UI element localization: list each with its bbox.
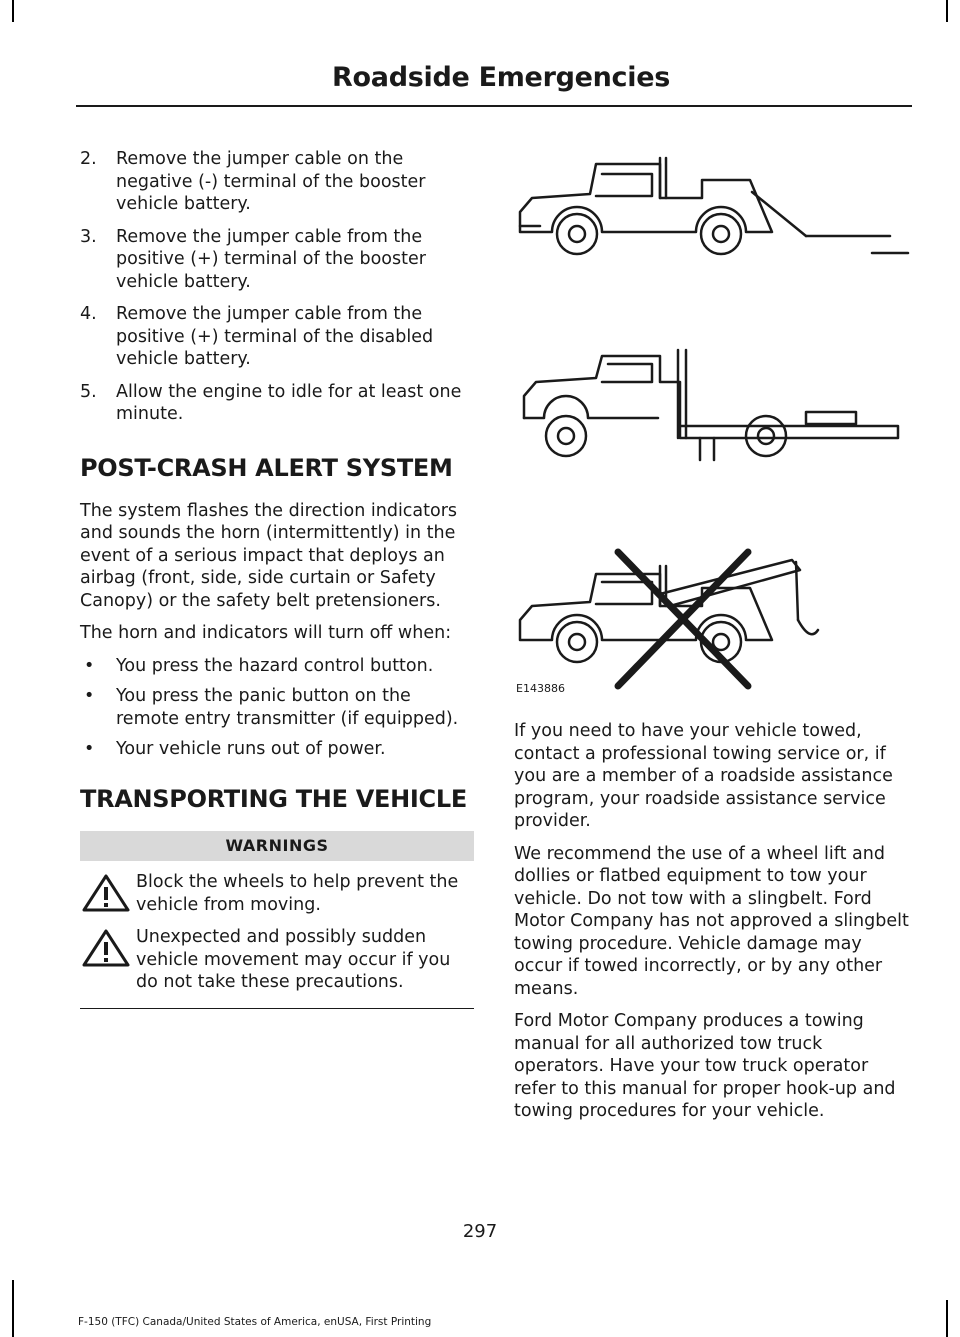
warnings-box (80, 831, 474, 1009)
figure-code: E143886 (516, 682, 565, 695)
header-rule (76, 105, 912, 107)
post-crash-turn-off-intro: The horn and indicators will turn off when: (80, 623, 452, 643)
step-number: 4. (80, 304, 97, 324)
warning-text: Unexpected and possibly sudden vehicle movement may occur if you do not take these precautions. (136, 927, 451, 992)
step-text: Remove the jumper cable from the positive (+) terminal of the disabled vehicle battery. (116, 304, 434, 369)
post-crash-conditions (80, 655, 474, 761)
list-item (80, 655, 474, 678)
towing-paragraph-2: We recommend the use of a wheel lift and dollies or flatbed equipment to tow your vehicle. Do not tow with a slingbelt. Ford Motor Company has not approved a slingbelt towing procedure. Vehicle damage may occur if towed incorrectly, or by any other means. (514, 843, 909, 999)
prohibited-x-mark (618, 552, 748, 686)
list-item-text: You press the hazard control button. (116, 655, 434, 676)
step-item (80, 303, 474, 371)
crop-mark (12, 0, 14, 22)
post-crash-paragraph: The system flashes the direction indicators and sounds the horn (intermittently) in the event of a serious impact that deploys an airbag (front, side, side curtain or Safety Canopy) or the safety belt pretensioners. (80, 500, 458, 611)
warning-text: Block the wheels to help prevent the vehicle from moving. (136, 872, 459, 915)
slingbelt-truck-figure (520, 560, 818, 662)
step-item (80, 148, 474, 216)
list-item (80, 738, 474, 761)
warnings-title: WARNINGS (80, 831, 474, 862)
step-item (80, 226, 474, 294)
left-column (80, 148, 474, 1009)
step-text: Remove the jumper cable on the negative (-) terminal of the booster vehicle battery. (116, 149, 426, 214)
step-item (80, 381, 474, 426)
step-number: 3. (80, 226, 97, 247)
warning-item (80, 926, 474, 994)
towing-paragraph-1: If you need to have your vehicle towed, contact a professional towing service or, if you are a member of a roadside assistance program, your roadside assistance service provider. (514, 721, 893, 831)
page-header-title: Roadside Emergencies (332, 62, 670, 93)
warning-triangle-icon (80, 873, 132, 913)
tow-truck-figures (510, 150, 920, 700)
transport-heading: TRANSPORTING THE VEHICLE (80, 784, 467, 813)
wheel-lift-truck-figure (520, 158, 908, 254)
bullet-glyph: • (84, 739, 95, 759)
bullet-glyph: • (84, 686, 95, 706)
warnings-divider (80, 1008, 474, 1009)
post-crash-heading: POST-CRASH ALERT SYSTEM (80, 453, 453, 482)
page-footer: F-150 (TFC) Canada/United States of America, enUSA, First Printing (78, 1316, 432, 1328)
right-column (514, 720, 910, 1133)
list-item (80, 685, 474, 730)
towing-methods-illustration (510, 150, 920, 700)
warning-triangle-icon (80, 928, 132, 968)
list-item-text: Your vehicle runs out of power. (116, 739, 386, 759)
crop-mark (946, 1300, 948, 1337)
list-item-text: You press the panic button on the remote entry transmitter (if equipped). (116, 686, 459, 729)
crop-mark (12, 1280, 14, 1337)
step-number: 5. (80, 381, 97, 402)
crop-mark (946, 0, 948, 22)
step-number: 2. (80, 149, 97, 169)
jump-start-steps (80, 148, 474, 426)
step-text: Allow the engine to idle for at least one minute. (116, 381, 462, 424)
flatbed-truck-figure (524, 350, 898, 460)
step-text: Remove the jumper cable from the positive (+) terminal of the booster vehicle battery. (116, 226, 426, 292)
towing-paragraph-3: Ford Motor Company produces a towing manual for all authorized tow truck operators. Have your tow truck operator refer to this manual for proper hook-up and towing procedures for your vehicle. (514, 1011, 896, 1121)
page-number: 297 (462, 1221, 498, 1242)
warning-item (80, 871, 474, 916)
bullet-glyph: • (84, 655, 95, 676)
